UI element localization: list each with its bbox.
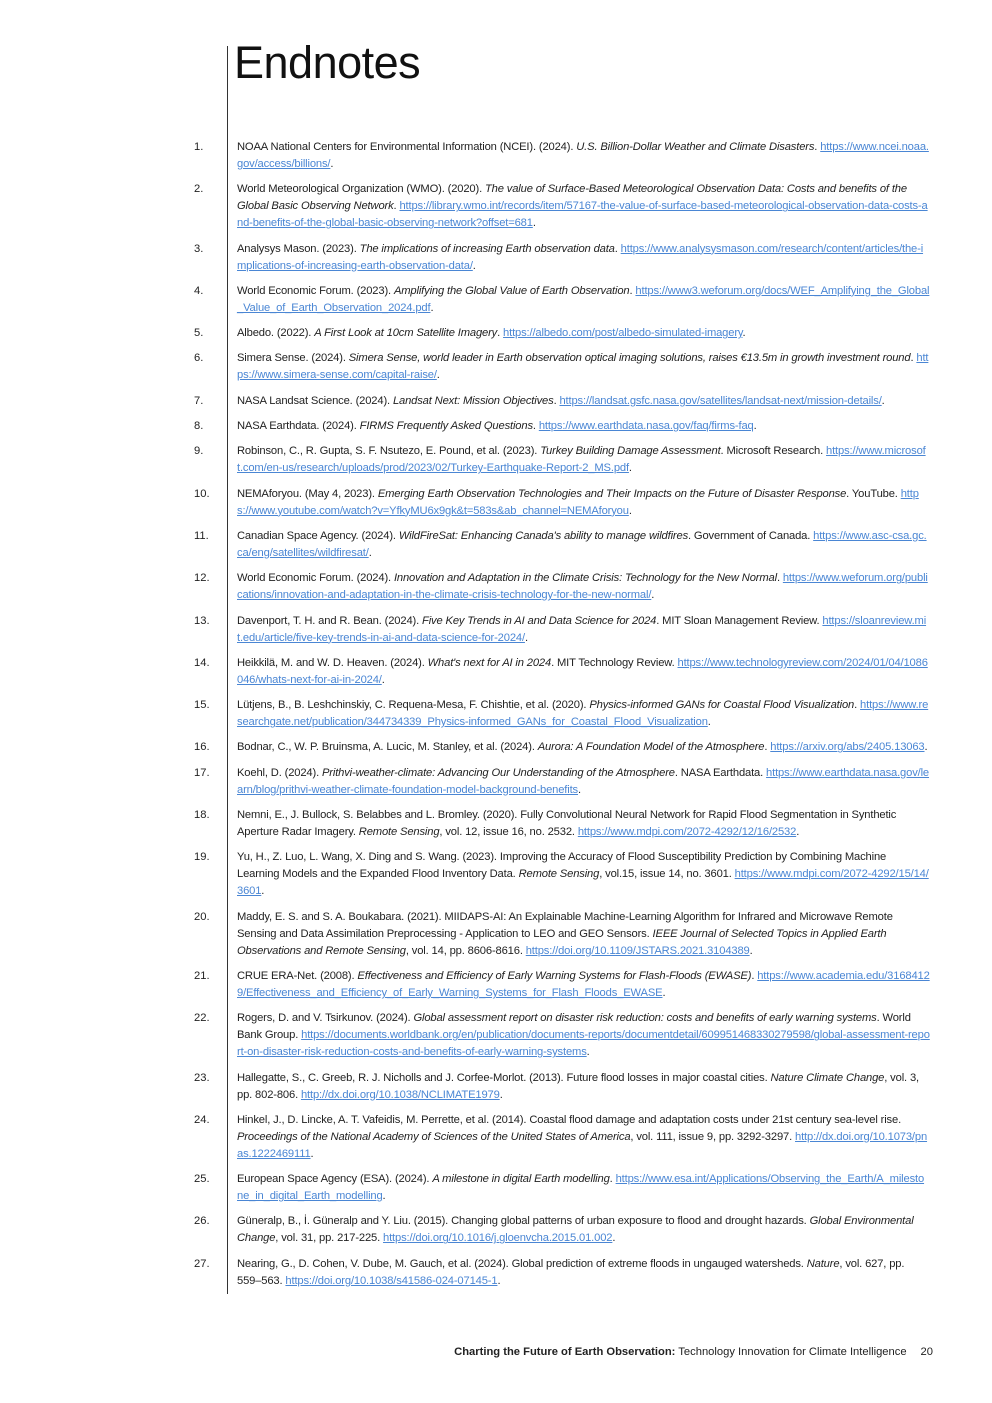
endnote-item	[0, 1112, 992, 1163]
endnote-number: 6.	[194, 352, 204, 365]
endnote-source: .	[553, 394, 560, 407]
endnote-number: 24.	[194, 1113, 210, 1126]
endnote-work-title: Turkey Building Damage Assessment	[540, 445, 721, 458]
endnote-citation: Lütjens, B., B. Leshchinskiy, C. Requena-Mesa, F. Chishtie, et al. (2020).	[237, 699, 590, 712]
endnote-item	[0, 350, 992, 384]
endnote-item	[0, 807, 992, 841]
endnote-item	[0, 1070, 992, 1104]
endnote-number: 26.	[194, 1215, 210, 1228]
endnote-item	[0, 1213, 992, 1247]
endnote-number: 17.	[194, 766, 210, 779]
endnote-item	[0, 1256, 992, 1290]
endnote-text	[237, 765, 930, 799]
endnote-punctuation: .	[707, 716, 711, 729]
endnote-citation: Rogers, D. and V. Tsirkunov. (2024).	[237, 1012, 414, 1025]
endnote-item	[0, 1010, 992, 1061]
page-number: 20	[920, 1346, 933, 1358]
endnote-link[interactable]: https://landsat.gsfc.nasa.gov/satellites/landsat-next/mission-details/	[559, 394, 882, 407]
endnote-source: .	[910, 352, 917, 365]
endnote-text	[237, 241, 930, 275]
endnote-punctuation: .	[628, 462, 632, 475]
endnote-text	[237, 849, 930, 900]
endnote-punctuation: .	[499, 1088, 503, 1101]
endnote-text	[237, 283, 930, 317]
endnote-source: .	[614, 242, 621, 255]
endnote-citation: CRUE ERA-Net. (2008).	[237, 969, 358, 982]
endnote-source: . YouTube.	[846, 487, 901, 500]
endnote-number: 22.	[194, 1012, 210, 1025]
endnote-punctuation: .	[628, 504, 632, 517]
endnote-item	[0, 739, 992, 756]
endnote-number: 18.	[194, 809, 210, 822]
endnote-link[interactable]: https://documents.worldbank.org/en/publication/documents-reports/documentdetail/609951468330279598/global-assessment-report-on-disaster-risk-reduction-costs-and-benefits-of-early-warning-systems	[237, 1029, 930, 1059]
endnote-number: 7.	[194, 394, 204, 407]
endnote-citation: World Economic Forum. (2023).	[237, 284, 394, 297]
endnote-work-title: Remote Sensing	[358, 826, 440, 839]
endnote-citation: Koehl, D. (2024).	[237, 766, 322, 779]
endnote-source: .	[629, 284, 636, 297]
endnote-item	[0, 443, 992, 477]
endnote-punctuation: .	[796, 826, 800, 839]
endnote-number: 9.	[194, 445, 204, 458]
endnote-text	[237, 697, 930, 731]
endnote-link[interactable]: https://library.wmo.int/records/item/57167-the-value-of-surface-based-meteorological-observation-data-costs-and-benefits-of-the-global-basic-observing-network?offset=681	[237, 200, 928, 230]
endnote-number: 19.	[194, 851, 210, 864]
endnote-punctuation: .	[612, 1232, 616, 1245]
endnote-number: 14.	[194, 656, 210, 669]
endnote-text	[237, 807, 930, 841]
endnote-link[interactable]: https://www.ncei.noaa.gov/access/billions/	[237, 141, 929, 170]
endnote-citation: Güneralp, B., İ. Güneralp and Y. Liu. (2015). Changing global patterns of urban exposure to flood and drought hazards.	[237, 1215, 810, 1228]
endnote-work-title: Global Environmental Change	[237, 1215, 914, 1245]
endnote-text	[237, 613, 930, 647]
endnote-work-title: Emerging Earth Observation Technologies and Their Impacts on the Future of Disaster Response	[377, 487, 847, 500]
endnote-work-title: The value of Surface-Based Meteorological Observation Data: Costs and benefits of the Global Basic Observing Network	[237, 183, 907, 213]
endnote-work-title: Proceedings of the National Academy of Sciences of the United States of America	[237, 1130, 631, 1143]
endnote-number: 20.	[194, 910, 210, 923]
endnote-punctuation: .	[651, 589, 655, 602]
endnote-work-title: U.S. Billion-Dollar Weather and Climate Disasters	[576, 141, 815, 153]
endnote-citation: Hallegatte, S., C. Greeb, R. J. Nicholls and J. Corfee-Morlot. (2013). Future flood losses in major coastal cities.	[237, 1071, 771, 1084]
endnote-item	[0, 765, 992, 799]
endnote-link[interactable]: https://www.analysysmason.com/research/content/articles/the-implications-of-increasing-earth-observation-data/	[237, 242, 924, 272]
endnote-item	[0, 613, 992, 647]
endnote-text	[237, 325, 930, 342]
endnote-source: .	[854, 699, 861, 712]
endnote-source: , vol. 111, issue 9, pp. 3292-3297.	[630, 1130, 796, 1143]
endnote-citation: Davenport, T. H. and R. Bean. (2024).	[237, 614, 423, 627]
endnote-punctuation: .	[749, 944, 753, 957]
endnote-number: 23.	[194, 1071, 210, 1084]
endnote-item	[0, 849, 992, 900]
endnote-text	[237, 350, 930, 384]
endnote-citation: Hinkel, J., D. Lincke, A. T. Vafeidis, M. Perrette, et al. (2014). Coastal flood damage and adaptation costs under 21st century sea-level rise.	[237, 1113, 902, 1126]
endnote-punctuation: .	[881, 394, 885, 407]
endnote-link[interactable]: https://www.mdpi.com/2072-4292/15/14/3601	[237, 868, 929, 898]
endnote-number: 11.	[194, 529, 209, 542]
endnote-item	[0, 283, 992, 317]
endnote-link[interactable]: https://www.technologyreview.com/2024/01/04/1086046/whats-next-for-ai-in-2024/	[237, 656, 928, 686]
endnote-work-title: The implications of increasing Earth observation data	[359, 242, 615, 255]
endnote-number: 13.	[194, 614, 210, 627]
endnote-citation: Yu, H., Z. Luo, L. Wang, X. Ding and S. Wang. (2023). Improving the Accuracy of Flood Susceptibility Prediction by Combining Machine Learning Models and the Expanded Flood Inventory Data.	[237, 851, 887, 881]
endnote-item	[0, 241, 992, 275]
endnote-text	[237, 486, 930, 520]
endnote-work-title: Remote Sensing	[518, 868, 600, 881]
endnote-citation: Simera Sense. (2024).	[237, 352, 349, 365]
endnote-link[interactable]: https://doi.org/10.1109/JSTARS.2021.3104389	[525, 944, 750, 957]
endnote-number: 5.	[194, 327, 204, 340]
endnote-citation: NASA Landsat Science. (2024).	[237, 394, 393, 407]
endnote-work-title: Prithvi-weather-climate: Advancing Our Understanding of the Atmosphere	[321, 766, 675, 779]
endnote-number: 1.	[194, 141, 204, 153]
endnote-number: 21.	[194, 969, 210, 982]
endnote-work-title: Nature	[806, 1257, 840, 1270]
footer-report-subtitle: Technology Innovation for Climate Intelligence	[675, 1346, 907, 1358]
endnote-source: .	[393, 200, 400, 213]
endnote-source: . Government of Canada.	[688, 529, 814, 542]
endnote-citation: Analysys Mason. (2023).	[237, 242, 360, 255]
endnote-source: .	[751, 969, 758, 982]
endnote-punctuation: .	[381, 673, 385, 686]
endnote-item	[0, 909, 992, 960]
endnote-punctuation: .	[586, 1046, 590, 1059]
endnote-source: , vol. 14, pp. 8606-8616.	[405, 944, 526, 957]
endnote-text	[237, 909, 930, 960]
endnote-citation: European Space Agency (ESA). (2024).	[237, 1173, 433, 1186]
endnote-item	[0, 655, 992, 689]
endnote-number: 25.	[194, 1173, 210, 1186]
endnote-punctuation: .	[662, 986, 666, 999]
endnote-link[interactable]: https://www.asc-csa.gc.ca/eng/satellites/wildfiresat/	[237, 529, 927, 559]
endnote-source: .	[814, 141, 821, 153]
endnote-source: . World Bank Group.	[237, 1012, 911, 1042]
endnote-link[interactable]: https://www.mdpi.com/2072-4292/12/16/2532	[577, 826, 797, 839]
endnote-number: 4.	[194, 284, 204, 297]
endnote-source: , vol.15, issue 14, no. 3601.	[599, 868, 735, 881]
endnote-text	[237, 1112, 930, 1163]
footer-report-title: Charting the Future of Earth Observation:	[454, 1346, 676, 1358]
endnote-item	[0, 1171, 992, 1205]
endnote-punctuation: .	[524, 631, 528, 644]
page-title: Endnotes	[234, 37, 421, 88]
endnote-work-title: Amplifying the Global Value of Earth Observation	[393, 284, 630, 297]
endnote-number: 8.	[194, 420, 204, 433]
endnote-text	[237, 570, 930, 604]
endnote-punctuation: .	[436, 369, 440, 382]
endnote-citation: NOAA National Centers for Environmental Information (NCEI). (2024).	[237, 141, 577, 153]
endnote-citation: Nemni, E., J. Bullock, S. Belabbes and L. Bromley. (2020). Fully Convolutional Neural Network for Rapid Flood Segmentation in Synthetic Aperture Radar Imagery.	[237, 809, 897, 839]
endnote-link[interactable]: http://dx.doi.org/10.1073/pnas.1222469111	[237, 1130, 928, 1160]
endnote-link[interactable]: https://doi.org/10.1016/j.gloenvcha.2015.01.002	[383, 1232, 613, 1245]
endnote-punctuation: .	[924, 741, 928, 754]
endnote-link[interactable]: https://www.academia.edu/31684129/Effectiveness_and_Efficiency_of_Early_Warning_Systems_for_Flash_Floods_EWASE	[237, 969, 930, 999]
endnote-source: , vol. 3, pp. 802-806.	[237, 1071, 919, 1101]
endnote-punctuation: .	[578, 783, 581, 796]
endnote-item	[0, 528, 992, 562]
endnote-number: 3.	[194, 242, 204, 255]
endnote-work-title: FIRMS Frequently Asked Questions	[359, 420, 533, 433]
endnote-item	[0, 697, 992, 731]
endnote-text	[237, 418, 930, 435]
endnote-link[interactable]: https://www.esa.int/Applications/Observing_the_Earth/A_milestone_in_digital_Earth_modelling	[237, 1173, 925, 1203]
endnote-work-title: Aurora: A Foundation Model of the Atmosphere	[537, 741, 765, 754]
endnote-text	[237, 139, 930, 173]
endnote-link[interactable]: http://dx.doi.org/10.1038/NCLIMATE1979	[300, 1088, 500, 1101]
endnote-source: , vol. 627, pp. 559–563.	[237, 1257, 905, 1287]
endnote-text	[237, 528, 930, 562]
endnote-work-title: Simera Sense, world leader in Earth observation optical imaging solutions, raises €13.5m in growth investment round	[348, 352, 911, 365]
endnote-item	[0, 181, 992, 232]
endnote-item	[0, 418, 992, 435]
endnote-punctuation: .	[753, 420, 757, 433]
endnote-link[interactable]: https://doi.org/10.1038/s41586-024-07145-1	[285, 1274, 498, 1287]
endnote-link[interactable]: https://www.researchgate.net/publication/344734339_Physics-informed_GANs_for_Coastal_Flood_Visualization	[237, 699, 929, 729]
endnote-link[interactable]: https://www.youtube.com/watch?v=YfkyMU6x9gk&t=583s&ab_channel=NEMAforyou	[237, 487, 919, 517]
endnotes-list	[0, 139, 992, 1298]
endnote-citation: Heikkilä, M. and W. D. Heaven. (2024).	[237, 656, 428, 669]
endnote-citation: World Meteorological Organization (WMO). (2020).	[237, 183, 485, 196]
endnote-source: .	[532, 420, 539, 433]
endnote-work-title: Physics-informed GANs for Coastal Flood Visualization	[589, 699, 855, 712]
endnote-text	[237, 655, 930, 689]
endnote-item	[0, 968, 992, 1002]
endnote-work-title: Five Key Trends in AI and Data Science for 2024	[422, 614, 657, 627]
endnote-link[interactable]: https://www.simera-sense.com/capital-raise/	[237, 352, 929, 382]
endnote-item	[0, 570, 992, 604]
endnote-punctuation: .	[742, 327, 746, 340]
endnote-text	[237, 181, 930, 232]
endnote-work-title: Landsat Next: Mission Objectives	[392, 394, 554, 407]
endnote-punctuation: .	[430, 301, 434, 314]
page-footer	[454, 1346, 933, 1358]
endnote-item	[0, 486, 992, 520]
endnote-source: . NASA Earthdata.	[674, 766, 767, 779]
endnote-text	[237, 1070, 930, 1104]
endnote-number: 16.	[194, 741, 210, 754]
endnote-work-title: Innovation and Adaptation in the Climate Crisis: Technology for the New Normal	[393, 572, 777, 585]
endnote-punctuation: .	[497, 1274, 501, 1287]
endnote-work-title: What's next for AI in 2024	[427, 656, 552, 669]
endnote-source: .	[776, 572, 783, 585]
endnote-text	[237, 739, 930, 756]
endnote-link[interactable]: https://albedo.com/post/albedo-simulated-imagery	[503, 327, 743, 340]
endnote-number: 2.	[194, 183, 204, 196]
endnote-punctuation: .	[310, 1147, 314, 1160]
endnote-link[interactable]: https://www.earthdata.nasa.gov/learn/blog/prithvi-weather-climate-foundation-model-background-benefits	[237, 766, 930, 796]
endnote-text	[237, 968, 930, 1002]
endnote-item	[0, 393, 992, 410]
endnote-link[interactable]: https://sloanreview.mit.edu/article/five-key-trends-in-ai-and-data-science-for-2024/	[237, 614, 927, 644]
endnote-punctuation: .	[532, 217, 536, 230]
endnote-punctuation: .	[330, 158, 334, 170]
endnote-text	[237, 393, 930, 410]
endnote-link[interactable]: https://arxiv.org/abs/2405.13063	[770, 741, 925, 754]
endnote-text	[237, 1171, 930, 1205]
endnote-link[interactable]: https://www.weforum.org/publications/innovation-and-adaptation-in-the-climate-crisis-technology-for-the-new-normal/	[237, 572, 928, 602]
endnote-punctuation: .	[382, 1190, 386, 1203]
endnote-text	[237, 443, 930, 477]
endnote-citation: Bodnar, C., W. P. Bruinsma, A. Lucic, M. Stanley, et al. (2024).	[237, 741, 538, 754]
endnote-citation: Canadian Space Agency. (2024).	[237, 529, 399, 542]
endnote-source: .	[764, 741, 771, 754]
endnote-text	[237, 1256, 930, 1290]
endnote-work-title: A milestone in digital Earth modelling	[432, 1173, 610, 1186]
endnote-source: .	[497, 327, 504, 340]
endnote-source: .	[609, 1173, 616, 1186]
endnote-source: . MIT Sloan Management Review.	[656, 614, 823, 627]
endnote-punctuation: .	[261, 885, 265, 898]
endnote-text	[237, 1010, 930, 1061]
endnote-number: 12.	[194, 572, 210, 585]
endnote-source: . Microsoft Research.	[720, 445, 827, 458]
endnote-number: 10.	[194, 487, 210, 500]
endnote-work-title: Global assessment report on disaster risk reduction: costs and benefits of early warning systems	[413, 1012, 877, 1025]
endnote-citation: Albedo. (2022).	[237, 327, 315, 340]
endnote-link[interactable]: https://www.earthdata.nasa.gov/faq/firms-faq	[538, 420, 754, 433]
endnote-text	[237, 1213, 930, 1247]
endnote-number: 15.	[194, 699, 210, 712]
endnote-source: , vol. 31, pp. 217-225.	[275, 1232, 384, 1245]
endnote-citation: NEMAforyou. (May 4, 2023).	[237, 487, 378, 500]
endnote-item	[0, 325, 992, 342]
endnote-source: , vol. 12, issue 16, no. 2532.	[439, 826, 578, 839]
endnote-work-title: Effectiveness and Efficiency of Early Warning Systems for Flash-Floods (EWASE)	[357, 969, 752, 982]
endnote-work-title: Nature Climate Change	[770, 1071, 885, 1084]
endnote-work-title: IEEE Journal of Selected Topics in Applied Earth Observations and Remote Sensing	[237, 927, 887, 957]
endnote-work-title: WildFireSat: Enhancing Canada's ability to manage wildfires	[398, 529, 689, 542]
endnote-citation: Robinson, C., R. Gupta, S. F. Nsutezo, E. Pound, et al. (2023).	[237, 445, 541, 458]
endnote-punctuation: .	[472, 259, 476, 272]
endnote-citation: NASA Earthdata. (2024).	[237, 420, 360, 433]
endnote-citation: Nearing, G., D. Cohen, V. Dube, M. Gauch, et al. (2024). Global prediction of extreme floods in ungauged watersheds.	[237, 1257, 807, 1270]
endnote-number: 27.	[194, 1257, 210, 1270]
endnote-link[interactable]: https://www3.weforum.org/docs/WEF_Amplifying_the_Global_Value_of_Earth_Observation_2024.pdf	[237, 284, 930, 314]
endnote-item	[0, 139, 992, 173]
endnote-work-title: A First Look at 10cm Satellite Imagery	[314, 327, 498, 340]
endnote-citation: Maddy, E. S. and S. A. Boukabara. (2021). MIIDAPS-AI: An Explainable Machine-Learning Algorithm for Infrared and Microwave Remote Sensing and Data Assimilation Preprocessing - Application to LEO and GEO Sensors.	[237, 910, 893, 940]
endnote-punctuation: .	[368, 546, 372, 559]
endnote-link[interactable]: https://www.microsoft.com/en-us/research/uploads/prod/2023/02/Turkey-Earthquake-Report-2_MS.pdf	[237, 445, 926, 475]
endnote-citation: World Economic Forum. (2024).	[237, 572, 394, 585]
endnote-source: . MIT Technology Review.	[551, 656, 678, 669]
